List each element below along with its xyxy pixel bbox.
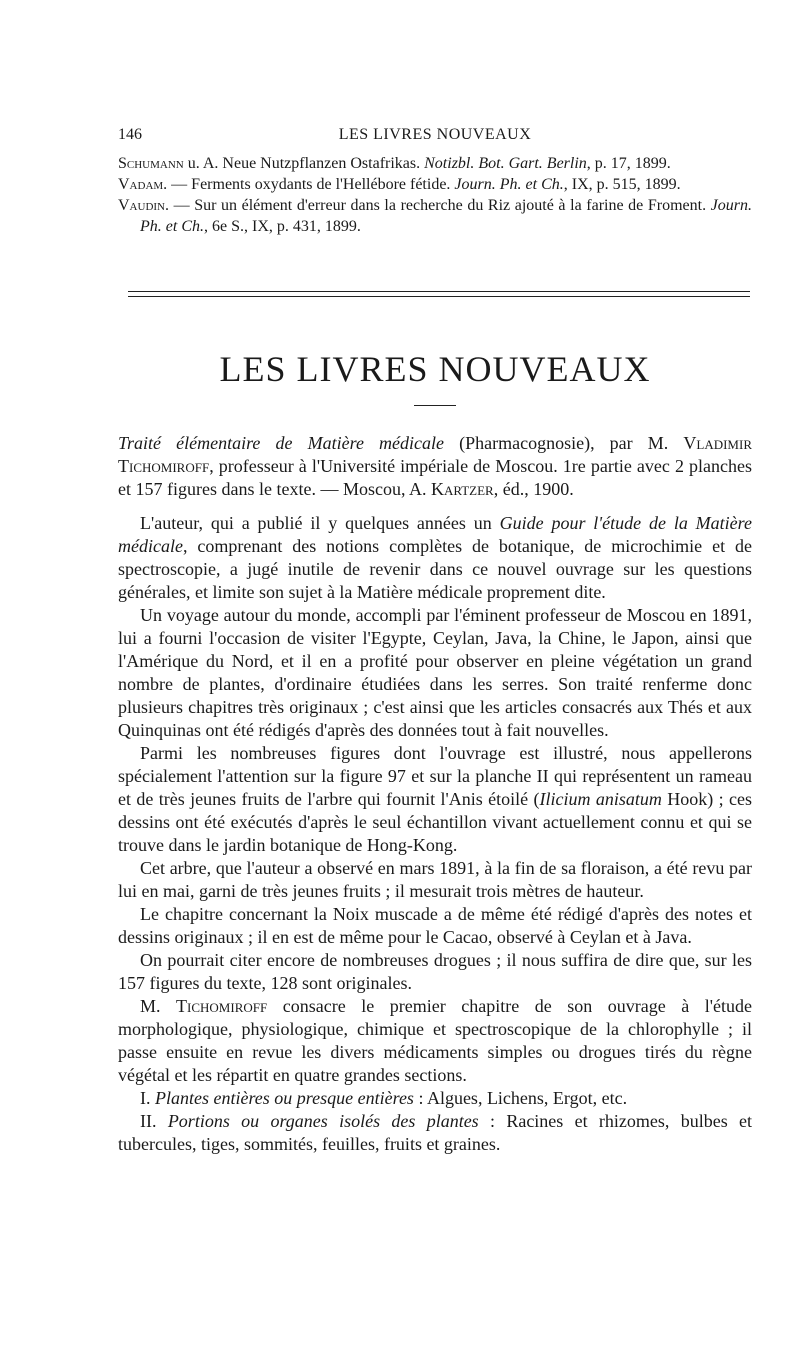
title-underline (414, 405, 456, 406)
paragraph-text: Parmi les nombreuses figures dont l'ouvrage est illustré, nous appellerons spécialement l'attention sur la figure 97 et sur la planche II qui représentent un rameau et de très jeunes fruits de l'arbre qui fournit l'Anis étoilé ( (118, 743, 752, 809)
paragraph-text: consacre le premier chapitre de son ouvrage à l'étude morphologique, physiologique, chimique et spectroscopique de la chlorophylle ; il passe ensuite en revue les divers médicaments simples ou drogues tirés du règne végétal et les répartit en quatre grandes sections. (118, 996, 752, 1085)
paragraph-text: Hook) ; ces dessins ont été exécutés d'après le seul échantillon vivant actuellement connu et qui se trouve dans le jardin botanique de Hong-Kong. (118, 789, 752, 855)
review-details: , professeur à l'Université impériale de Moscou. 1re partie avec 2 planches et 157 figures dans le texte. — Moscou, A. (118, 456, 752, 499)
citation-text: u. A. Neue Nutzpflanzen Ostafrikas. (183, 155, 425, 172)
list-number: I. (140, 1088, 155, 1108)
review-author: Vladimir Tichomiroff (118, 433, 752, 476)
page-header (118, 126, 752, 150)
author-name: Tichomiroff (176, 996, 268, 1016)
review-details: , éd., 1900. (493, 479, 574, 499)
section-divider (128, 291, 750, 292)
bibliography-entry (118, 174, 752, 195)
paragraph (118, 995, 752, 1087)
citation-tail: , p. 17, 1899. (586, 155, 671, 172)
section-divider (128, 296, 750, 297)
running-title: LES LIVRES NOUVEAUX (338, 126, 532, 143)
citation-author: Vaudin (118, 197, 165, 214)
paragraph: On pourrait citer encore de nombreuses drogues ; il nous suffira de dire que, sur les 157 figures du texte, 128 sont originales. (118, 950, 752, 993)
paragraph (118, 512, 752, 604)
review-heading (118, 432, 752, 501)
list-title: Plantes entières ou presque entières (155, 1088, 414, 1108)
list-text: : Algues, Lichens, Ergot, etc. (413, 1088, 628, 1108)
review-body (118, 512, 752, 1156)
list-number: II. (140, 1111, 168, 1131)
citation-journal: Journ. Ph. et Ch. (140, 197, 752, 235)
list-item (118, 1087, 752, 1110)
paragraph-text: L'auteur, qui a publié il y quelques années un (140, 513, 500, 533)
citation-journal: Journ. Ph. et Ch. (454, 176, 564, 193)
review-citation (118, 432, 752, 501)
section-title: LES LIVRES NOUVEAUX (219, 349, 651, 389)
citation-tail: , IX, p. 515, 1899. (563, 176, 681, 193)
citation-journal: Notizbl. Bot. Gart. Berlin (424, 155, 587, 172)
bibliography-entry (118, 153, 752, 174)
list-text: : Racines et rhizomes, bulbes et tubercules, tiges, sommités, feuilles, fruits et graines. (118, 1111, 752, 1154)
review-publisher: Kartzer (430, 479, 494, 499)
bibliography-entry (118, 195, 752, 237)
citation-author: Schumann (118, 155, 184, 172)
species-name: Ilicium anisatum (539, 789, 662, 809)
paragraph: Cet arbre, que l'auteur a observé en mars 1891, à la fin de sa floraison, a été revu par lui en mai, garni de très jeunes fruits ; il mesurait trois mètres de hauteur. (118, 858, 752, 901)
review-details: (Pharmacognosie), par M. (444, 433, 684, 453)
list-title: Portions ou organes isolés des plantes (167, 1111, 479, 1131)
paragraph: Un voyage autour du monde, accompli par l'éminent professeur de Moscou en 1891, lui a fourni l'occasion de visiter l'Egypte, Ceylan, Java, la Chine, le Japon, ainsi que l'Amérique du Nord, et il en a profité pour observer en pleine végétation un grand nombre de plantes, d'ordinaire étudiées dans les serres. Son traité renferme donc plusieurs chapitres très originaux ; c'est ainsi que les articles consacrés aux Thés et aux Quinquinas ont été rédigés d'après des données tout à fait nouvelles. (118, 605, 752, 740)
book-title: Traité élémentaire de Matière médicale (118, 433, 445, 453)
citation-text: . — Ferments oxydants de l'Hellébore fétide. (163, 176, 455, 193)
list-item (118, 1110, 752, 1156)
citation-tail: , 6e S., IX, p. 431, 1899. (204, 218, 361, 235)
citation-text: . — Sur un élément d'erreur dans la recherche du Riz ajouté à la farine de Froment. (165, 197, 711, 214)
paragraph: Le chapitre concernant la Noix muscade a de même été rédigé d'après des notes et dessins originaux ; il en est de même pour le Cacao, observé à Ceylan et à Java. (118, 904, 752, 947)
bibliography-list (118, 153, 752, 237)
page-number: 146 (118, 126, 142, 143)
paragraph (118, 742, 752, 857)
cited-work: Guide pour l'étude de la Matière médicale (118, 513, 752, 556)
citation-author: Vadam (118, 176, 164, 193)
paragraph-text: M. (140, 996, 177, 1016)
paragraph-text: , comprenant des notions complètes de botanique, de microchimie et de spectroscopie, a jugé inutile de revenir dans ce nouvel ouvrage sur les questions générales, et limite son sujet à la Matière médicale proprement dite. (118, 536, 752, 602)
